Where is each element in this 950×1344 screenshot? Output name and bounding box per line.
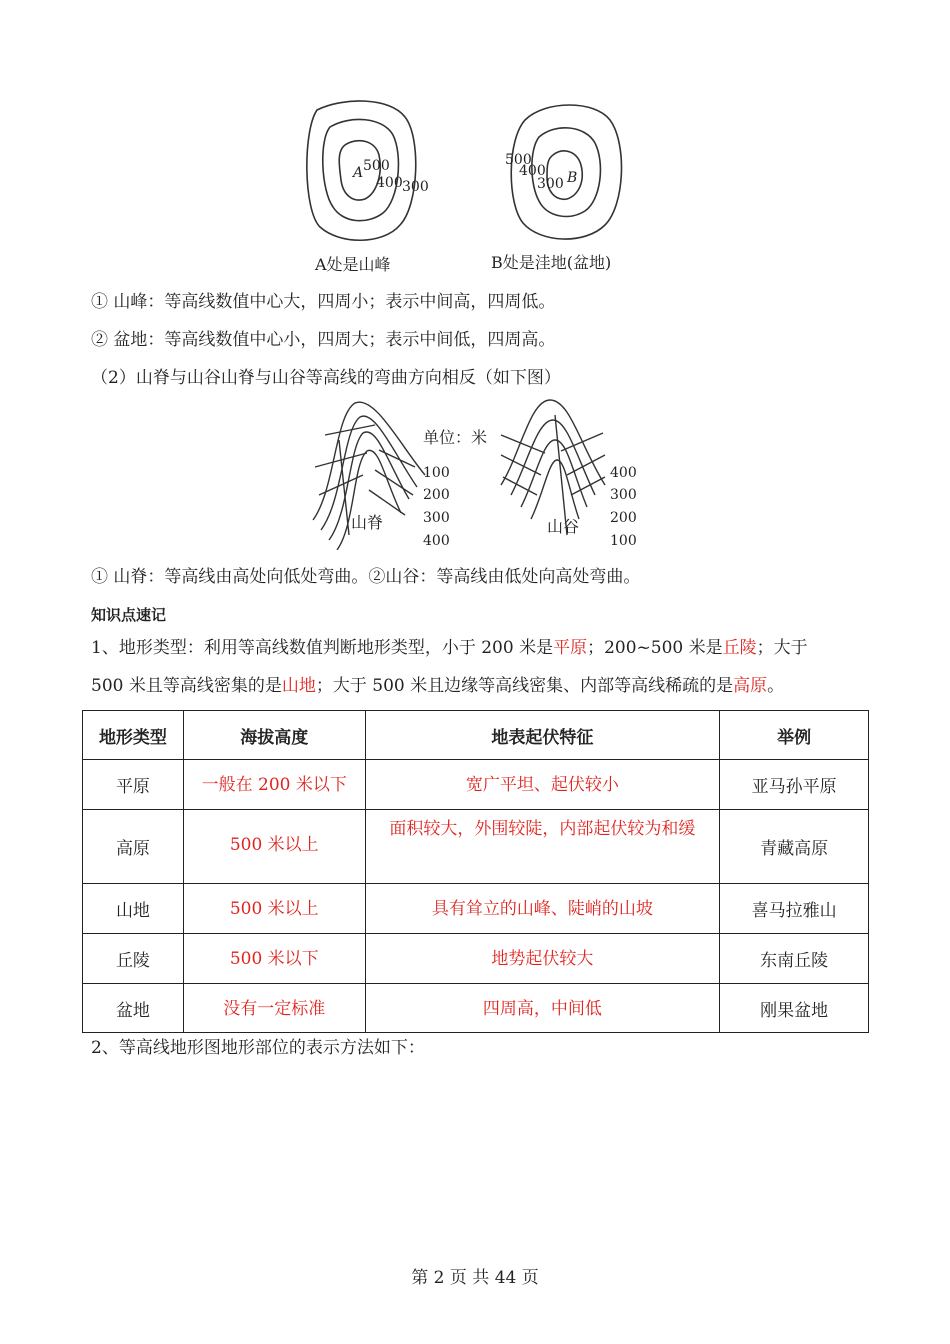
caption-basin: B处是洼地(盆地) bbox=[491, 253, 612, 272]
table-row bbox=[83, 810, 869, 884]
para-text: ；200~500 米是 bbox=[587, 638, 723, 658]
page-footer: 第 2 页 共 44 页 bbox=[411, 1268, 539, 1288]
basin-label-b: B bbox=[567, 170, 578, 186]
basin-label-400: 400 bbox=[519, 163, 546, 179]
cell-type: 盆地 bbox=[83, 984, 184, 1033]
ridge-contour-1 bbox=[313, 402, 425, 520]
valley-value-300: 300 bbox=[610, 487, 637, 503]
peak-label-500: 500 bbox=[363, 158, 390, 174]
basin-label-500: 500 bbox=[505, 152, 532, 168]
cell-type: 山地 bbox=[83, 884, 184, 934]
cell-feature: 宽广平坦、起伏较小 bbox=[365, 760, 720, 810]
terrain-type-paragraph-line2 bbox=[91, 675, 784, 697]
ridge-value-100: 100 bbox=[423, 465, 450, 481]
peak-label-400: 400 bbox=[376, 175, 403, 191]
cell-type: 丘陵 bbox=[83, 934, 184, 984]
unit-label: 单位：米 bbox=[423, 428, 488, 447]
header-type: 地形类型 bbox=[83, 711, 184, 760]
peak-label-a: A bbox=[353, 165, 364, 181]
cell-feature: 具有耸立的山峰、陡峭的山坡 bbox=[365, 884, 720, 934]
cell-example: 东南丘陵 bbox=[720, 934, 869, 984]
cell-height: 500 米以下 bbox=[183, 934, 365, 984]
contour-figure-peak-basin bbox=[295, 95, 665, 280]
para-text: ；大于 bbox=[756, 638, 808, 658]
contour-methods-intro: 2、等高线地形图地形部位的表示方法如下： bbox=[91, 1038, 425, 1058]
header-height: 海拔高度 bbox=[183, 711, 365, 760]
table-row bbox=[83, 934, 869, 984]
header-feature: 地表起伏特征 bbox=[365, 711, 720, 760]
ridge-valley-description: ① 山脊：等高线由高处向低处弯曲。②山谷：等高线由低处向高处弯曲。 bbox=[91, 567, 641, 587]
peak-label-300: 300 bbox=[402, 179, 429, 195]
terrain-table bbox=[82, 710, 869, 1033]
para-text: 。 bbox=[767, 676, 785, 696]
valley-label: 山谷 bbox=[547, 517, 580, 536]
section-heading: 知识点速记 bbox=[91, 606, 167, 624]
ridge-value-400: 400 bbox=[423, 533, 450, 549]
cell-example: 青藏高原 bbox=[720, 810, 869, 884]
basin-description: ② 盆地：等高线数值中心小，四周大；表示中间低，四周高。 bbox=[91, 330, 556, 350]
terrain-type-paragraph-line1 bbox=[91, 637, 808, 659]
table-row bbox=[83, 884, 869, 934]
cell-example: 亚马孙平原 bbox=[720, 760, 869, 810]
cell-height: 一般在 200 米以下 bbox=[183, 760, 365, 810]
term-mountain: 山地 bbox=[281, 676, 316, 696]
term-plain: 平原 bbox=[553, 638, 588, 658]
header-example: 举例 bbox=[720, 711, 869, 760]
cell-example: 刚果盆地 bbox=[720, 984, 869, 1033]
table-header-row bbox=[83, 711, 869, 760]
basin-label-300: 300 bbox=[537, 176, 564, 192]
cell-feature: 地势起伏较大 bbox=[365, 934, 720, 984]
table-row bbox=[83, 984, 869, 1033]
para-text: 500 米且等高线密集的是 bbox=[91, 676, 282, 696]
cell-feature: 四周高，中间低 bbox=[365, 984, 720, 1033]
para-text: ；大于 500 米且边缘等高线密集、内部等高线稀疏的是 bbox=[315, 676, 734, 696]
para-text: 1、地形类型：利用等高线数值判断地形类型，小于 200 米是 bbox=[91, 638, 554, 658]
valley-value-200: 200 bbox=[610, 510, 637, 526]
valley-contour-4 bbox=[531, 460, 579, 519]
ridge-value-300: 300 bbox=[423, 510, 450, 526]
cell-type: 高原 bbox=[83, 810, 184, 884]
ridge-label: 山脊 bbox=[351, 513, 384, 532]
cell-example: 喜马拉雅山 bbox=[720, 884, 869, 934]
valley-contour-1 bbox=[501, 400, 605, 485]
ridge-value-200: 200 bbox=[423, 487, 450, 503]
term-hills: 丘陵 bbox=[722, 638, 757, 658]
cell-height: 500 米以上 bbox=[183, 810, 365, 884]
cell-feature: 面积较大，外围较陡，内部起伏较为和缓 bbox=[365, 810, 720, 884]
peak-description: ① 山峰：等高线数值中心大，四周小；表示中间高，四周低。 bbox=[91, 292, 556, 312]
cell-height: 500 米以上 bbox=[183, 884, 365, 934]
table-row bbox=[83, 760, 869, 810]
valley-value-100: 100 bbox=[610, 533, 637, 549]
contour-figure-ridge-valley bbox=[305, 395, 655, 550]
ridge-valley-intro: （2）山脊与山谷山脊与山谷等高线的弯曲方向相反（如下图） bbox=[91, 368, 561, 388]
valley-contour-2 bbox=[511, 420, 595, 495]
term-plateau: 高原 bbox=[733, 676, 768, 696]
cell-height: 没有一定标准 bbox=[183, 984, 365, 1033]
cell-type: 平原 bbox=[83, 760, 184, 810]
valley-value-400: 400 bbox=[610, 465, 637, 481]
caption-peak: A处是山峰 bbox=[315, 255, 391, 274]
